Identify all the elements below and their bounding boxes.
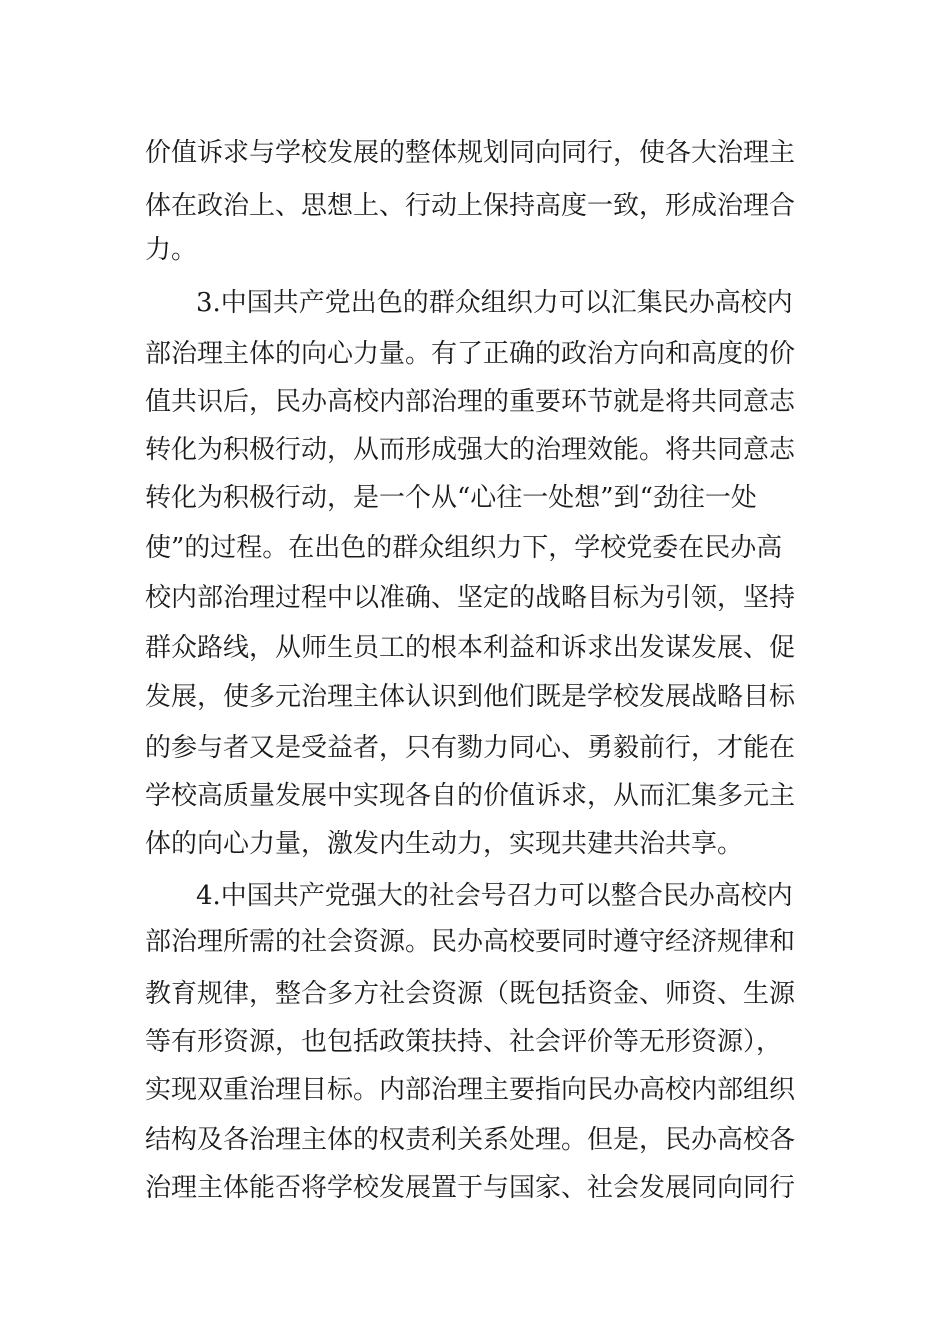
paragraph-line: 的参与者又是受益者，只有勠力同心、勇毅前行，才能在 — [145, 733, 796, 763]
paragraph-line: 群众路线，从师生员工的根本利益和诉求出发谋发展、促 — [145, 633, 796, 663]
paragraph-line: 部治理所需的社会资源。民办高校要同时遵守经济规律和 — [145, 927, 796, 957]
paragraph-line: 价值诉求与学校发展的整体规划同向同行，使各大治理主 — [145, 138, 796, 168]
paragraph-line: 部治理主体的向心力量。有了正确的政治方向和高度的价 — [145, 339, 796, 369]
paragraph-line: 发展，使多元治理主体认识到他们既是学校发展战略目标 — [145, 682, 796, 712]
paragraph-line: 体的向心力量，激发内生动力，实现共建共治共享。 — [145, 829, 744, 859]
paragraph-line: 力。 — [145, 235, 198, 265]
paragraph-first-line: 4.中国共产党强大的社会号召力可以整合民办高校内 — [196, 881, 793, 911]
paragraph-line: 治理主体能否将学校发展置于与国家、社会发展同向同行 — [145, 1173, 796, 1203]
paragraph-line: 教育规律，整合多方社会资源（既包括资金、师资、生源 — [145, 979, 796, 1009]
paragraph-line: 校内部治理过程中以准确、坚定的战略目标为引领，坚持 — [145, 583, 796, 613]
paragraph-line: 使”的过程。在出色的群众组织力下，学校党委在民办高 — [145, 533, 783, 563]
paragraph-line: 体在政治上、思想上、行动上保持高度一致，形成治理合 — [145, 191, 796, 221]
paragraph-first-line: 3.中国共产党出色的群众组织力可以汇集民办高校内 — [196, 288, 793, 318]
paragraph-line: 学校高质量发展中实现各自的价值诉求，从而汇集多元主 — [145, 781, 796, 811]
paragraph-line: 实现双重治理目标。内部治理主要指向民办高校内部组织 — [145, 1075, 796, 1105]
paragraph-line: 等有形资源，也包括政策扶持、社会评价等无形资源）， — [145, 1027, 783, 1057]
paragraph-line: 转化为积极行动，是一个从“心往一处想”到“劲往一处 — [145, 483, 757, 513]
paragraph-line: 转化为积极行动，从而形成强大的治理效能。将共同意志 — [145, 435, 796, 465]
paragraph-line: 值共识后，民办高校内部治理的重要环节就是将共同意志 — [145, 387, 796, 417]
paragraph-line: 结构及各治理主体的权责利关系处理。但是，民办高校各 — [145, 1125, 796, 1155]
